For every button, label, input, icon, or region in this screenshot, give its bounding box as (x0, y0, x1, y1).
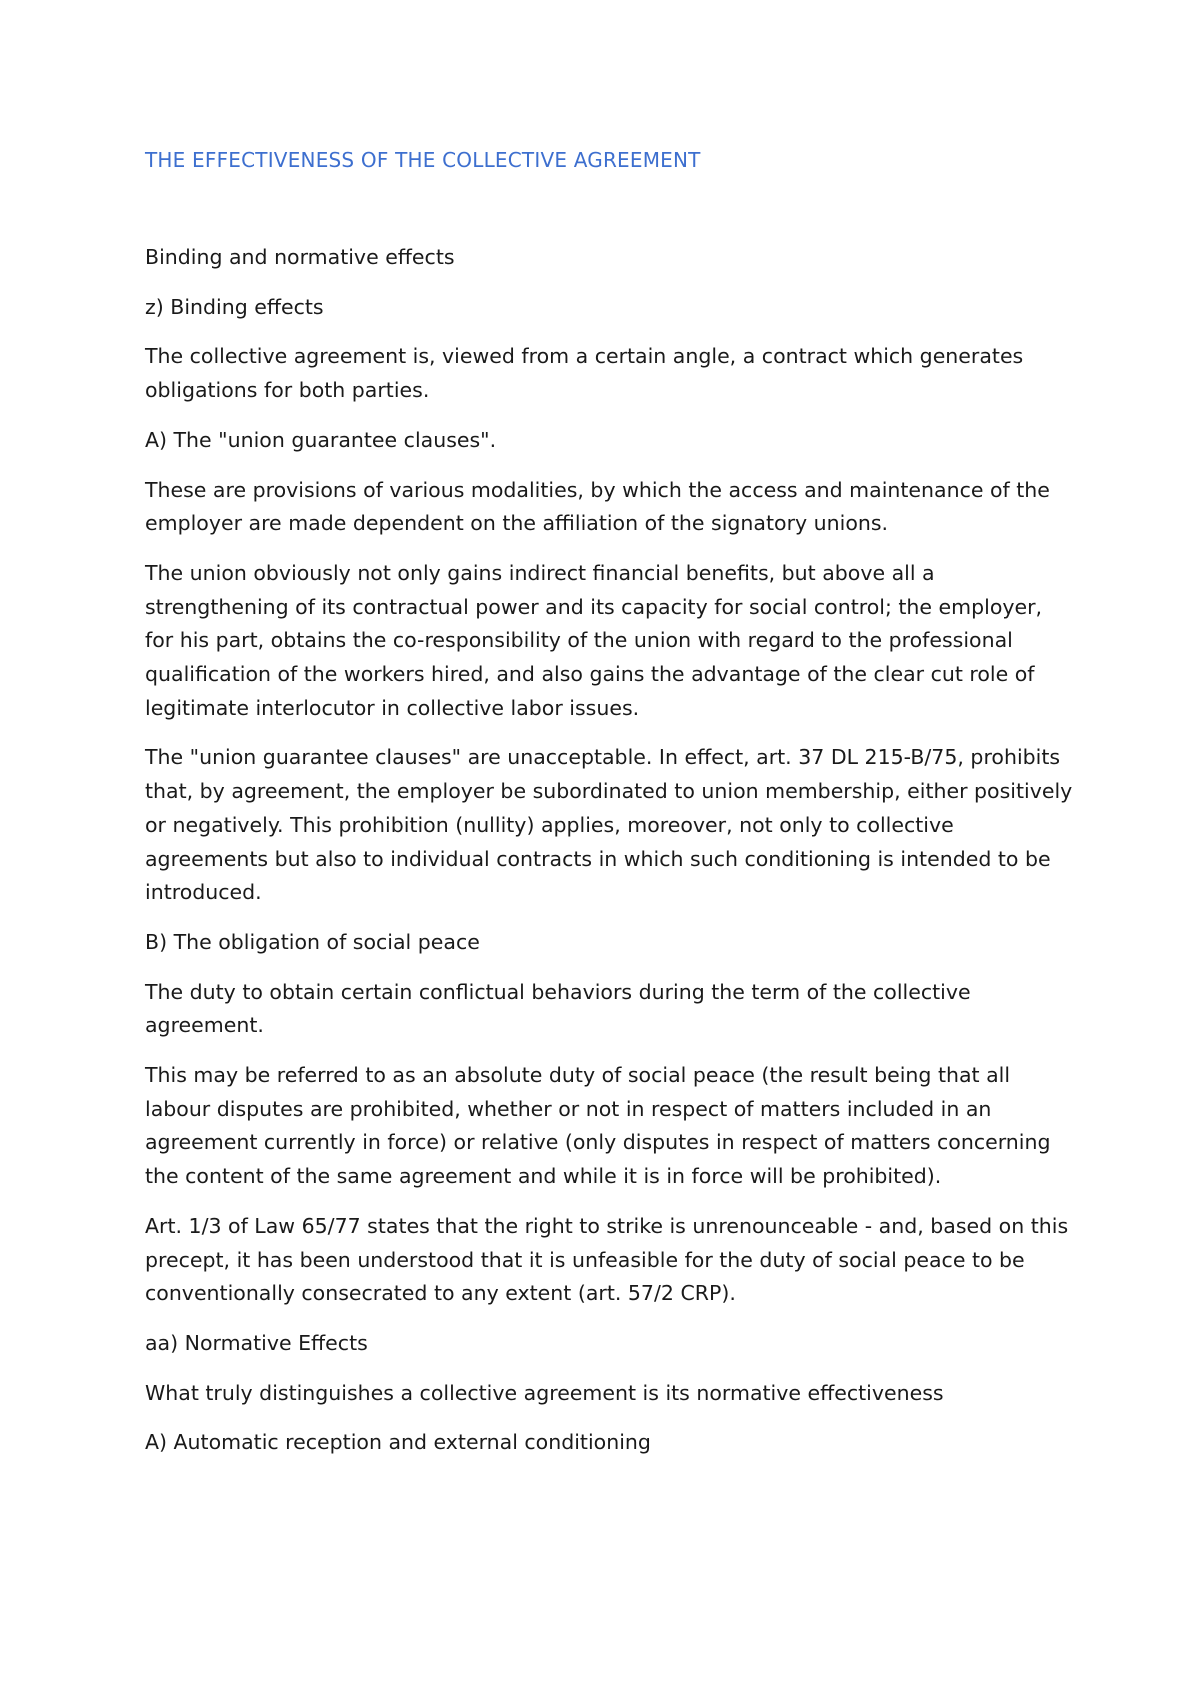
heading-union-guarantee-clauses: A) The "union guarantee clauses". (145, 427, 497, 452)
paragraph-clauses-unacceptable: The "union guarantee clauses" are unacceptable. In effect, art. 37 DL 215-B/75, prohibits that, by agreement, the employer be subordinated to union membership, either positively or negatively. This prohibition (nullity) applies, moreover, not only to collective agreements but also to individual contracts in which such conditioning is intended to be introduced. (145, 745, 1073, 905)
paragraph-binding-normative-effects: Binding and normative effects (145, 245, 455, 269)
heading-social-peace: B) The obligation of social peace (145, 929, 480, 954)
heading-binding-effects: z) Binding effects (145, 294, 324, 319)
document-title: THE EFFECTIVENESS OF THE COLLECTIVE AGREEMENT (145, 148, 701, 172)
paragraph-normative-effectiveness: What truly distinguishes a collective agreement is its normative effectiveness (145, 1380, 944, 1405)
document-body (145, 143, 1075, 1476)
paragraph-provisions-modalities: These are provisions of various modalities, by which the access and maintenance of the employer are made dependent on the affiliation of the signatory unions. (145, 477, 1050, 536)
paragraph-union-benefits: The union obviously not only gains indirect financial benefits, but above all a strengthening of its contractual power and its capacity for social control; the employer, for his part, obtains the co-responsibility of the union with regard to the professional qualification of the workers hired, and also gains the advantage of the clear cut role of legitimate interlocutor in collective labor issues. (145, 560, 1043, 720)
heading-normative-effects: aa) Normative Effects (145, 1330, 368, 1355)
paragraph-right-to-strike: Art. 1/3 of Law 65/77 states that the right to strike is unrenounceable - and, based on this precept, it has been understood that it is unfeasible for the duty of social peace to be conventionally consecrated to any extent (art. 57/2 CRP). (145, 1213, 1069, 1306)
heading-automatic-reception: A) Automatic reception and external conditioning (145, 1430, 651, 1455)
paragraph-duty-conflictual-behaviors: The duty to obtain certain conflictual behaviors during the term of the collective agreement. (145, 979, 971, 1038)
paragraph-absolute-relative-duty: This may be referred to as an absolute duty of social peace (the result being that all labour disputes are prohibited, whether or not in respect of matters included in an agreement currently in force) or relative (only disputes in respect of matters concerning the content of the same agreement and while it is in force will be prohibited). (145, 1063, 1051, 1189)
paragraph-contract-obligations: The collective agreement is, viewed from a certain angle, a contract which generates obligations for both parties. (145, 344, 1024, 403)
